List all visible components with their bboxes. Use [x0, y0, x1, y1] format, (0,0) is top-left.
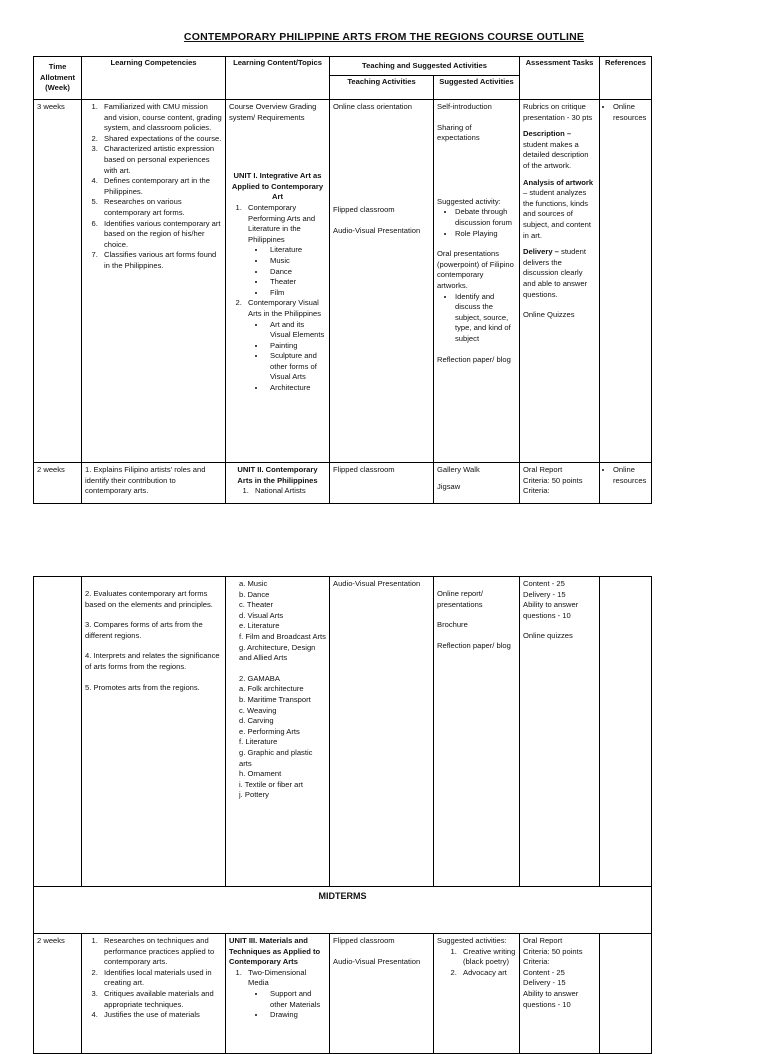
list-item: 1. Familiarized with CMU mission and vision, course content, grading system, and classroom policies.: [100, 102, 222, 134]
competencies-cell: [82, 577, 226, 887]
list-item: b. Maritime Transport: [239, 694, 311, 704]
list-item: b. Dance: [239, 589, 270, 599]
list-item: 2. Shared expectations of the course.: [100, 134, 222, 145]
list-item: 4. Defines contemporary art in the Philippines.: [100, 176, 222, 197]
teaching-activity: Audio-Visual Presentation: [333, 956, 421, 966]
suggested-activity: Reflection paper/ blog: [437, 640, 511, 650]
assessment-cell: [520, 463, 600, 504]
content-cell: [226, 100, 330, 463]
assessment-item: – student analyzes the functions, kinds and sources of subject, and content in art.: [523, 188, 591, 240]
assessment-label: Description –: [523, 129, 572, 139]
list-item: a. Folk architecture: [239, 684, 304, 694]
suggested-activity: Jigsaw: [437, 481, 461, 491]
assessment-item: Ability to answer questions - 10: [523, 600, 579, 620]
suggested-activity: Sharing of expectations: [437, 122, 480, 143]
list-item: j. Pottery: [239, 790, 269, 800]
list-item: e. Performing Arts: [239, 726, 300, 736]
content-intro: Course Overview Grading system/ Requirements: [229, 102, 317, 122]
teaching-cell: [330, 934, 434, 1054]
gamaba-heading: 2. GAMABA: [239, 673, 280, 683]
unit-title: UNIT II. Contemporary Arts in the Philippines: [237, 465, 318, 485]
list-item: g. Graphic and plastic arts: [239, 747, 313, 768]
assessment-label: Delivery –: [523, 247, 559, 257]
topic: 1. Two-Dimensional Media • Support and other Materials • Drawing: [244, 968, 326, 1021]
list-item: • Music: [266, 256, 326, 267]
list-item: i. Textile or fiber art: [239, 779, 304, 789]
assessment-item: Criteria: 50 points: [523, 946, 583, 956]
competencies-cell: [82, 934, 226, 1054]
page-title: CONTEMPORARY PHILIPPINE ARTS FROM THE REGIONS COURSE OUTLINE: [183, 31, 585, 43]
teaching-cell: Flipped classroom: [330, 463, 434, 504]
list-item: • Debate through discussion forum: [455, 207, 516, 228]
course-outline-table-continued: [33, 576, 652, 1054]
assessment-item: Delivery - 15: [523, 589, 566, 599]
list-item: • Online resources: [613, 465, 648, 486]
time-cell: 2 weeks: [34, 463, 82, 504]
table-row: [34, 463, 652, 504]
list-item: • Role Playing: [455, 229, 516, 240]
list-item: • Art and its Visual Elements: [266, 320, 326, 341]
assessment-cell: [520, 100, 600, 463]
unit-title: UNIT I. Integrative Art as Applied to Contemporary Art: [231, 171, 324, 202]
list-item: a. Music: [239, 579, 268, 588]
list-item: h. Ornament: [239, 769, 282, 779]
header-time: Time Allotment (Week): [34, 57, 82, 100]
references-cell: [600, 463, 652, 504]
list-item: • Sculpture and other forms of Visual Arts: [266, 351, 326, 383]
competencies-cell: 1. Explains Filipino artists' roles and identify their contribution to contemporary arts.: [82, 463, 226, 504]
suggested-activity: Oral presentations (powerpoint) of Filipino contemporary artworks.: [437, 249, 514, 290]
assessment-item: Online quizzes: [523, 631, 573, 641]
teaching-cell: [330, 100, 434, 463]
assessment-label: Analysis of artwork: [523, 177, 594, 187]
assessment-item: Criteria:: [523, 486, 550, 496]
competencies-cell: [82, 100, 226, 463]
time-cell: 2 weeks: [34, 934, 82, 1054]
assessment-item: student delivers the discussion clearly and able to answer questions.: [523, 247, 588, 299]
suggested-activity: Brochure: [437, 620, 468, 630]
references-cell: [600, 934, 652, 1054]
list-item: • Drawing: [266, 1010, 326, 1021]
suggested-cell: [434, 577, 520, 887]
suggested-activity: Reflection paper/ blog: [437, 354, 511, 364]
content-cell: [226, 934, 330, 1054]
list-item: • Identify and discuss the subject, source, type, and kind of subject: [455, 292, 516, 345]
header-assessment: Assessment Tasks: [520, 57, 600, 100]
header-tsa: Teaching and Suggested Activities: [330, 57, 520, 76]
suggested-label: Suggested activities:: [437, 936, 507, 945]
header-content: Learning Content/Topics: [226, 57, 330, 100]
list-item: 2. Advocacy art: [459, 968, 516, 979]
list-item: f. Literature: [239, 737, 278, 747]
table-row: [34, 934, 652, 1054]
list-item: 2. Evaluates contemporary art forms based on the elements and principles.: [85, 589, 213, 609]
teaching-activity: Audio-Visual Presentation: [333, 226, 421, 236]
list-item: c. Weaving: [239, 705, 277, 715]
references-cell: [600, 577, 652, 887]
list-item: 1. Creative writing (black poetry): [459, 947, 516, 968]
suggested-activity: Gallery Walk: [437, 465, 480, 474]
references-cell: [600, 100, 652, 463]
list-item: 1. Researches on techniques and performance practices applied to contemporary arts.: [100, 936, 222, 968]
assessment-item: Content - 25: [523, 579, 565, 588]
table-row: [34, 100, 652, 463]
teaching-activity: Flipped classroom: [333, 936, 395, 945]
list-item: • Architecture: [266, 383, 326, 394]
list-item: 3. Characterized artistic expression based on personal experiences with art.: [100, 144, 222, 176]
assessment-item: Content - 25: [523, 967, 565, 977]
suggested-cell: [434, 100, 520, 463]
suggested-cell: [434, 463, 520, 504]
list-item: c. Theater: [239, 600, 274, 610]
assessment-item: student makes a detailed description of the artwork.: [523, 139, 589, 170]
content-cell: [226, 577, 330, 887]
list-item: • Film: [266, 288, 326, 299]
topic: 2. Contemporary Visual Arts in the Philippines • Art and its Visual Elements • Painting • Sculpture and other forms of Visual Arts • Architecture: [244, 298, 326, 393]
header-teaching: Teaching Activities: [330, 76, 434, 100]
course-outline-table: [33, 56, 652, 504]
list-item: • Theater: [266, 277, 326, 288]
list-item: d. Carving: [239, 716, 274, 726]
suggested-activity: Online report/ presentations: [437, 589, 484, 609]
list-item: 1. National Artists: [251, 486, 326, 497]
header-references: References: [600, 57, 652, 100]
topic: 1. Contemporary Performing Arts and Literature in the Philippines • Literature • Music • Dance • Theater • Film: [244, 203, 326, 298]
time-cell: 3 weeks: [34, 100, 82, 463]
assessment-cell: [520, 577, 600, 887]
time-cell: [34, 577, 82, 887]
list-item: e. Literature: [239, 621, 280, 631]
assessment-item: Delivery - 15: [523, 978, 566, 988]
header-suggested: Suggested Activities: [434, 76, 520, 100]
list-item: 7. Classifies various art forms found in the Philippines.: [100, 250, 222, 271]
header-competencies: Learning Competencies: [82, 57, 226, 100]
list-item: • Dance: [266, 267, 326, 278]
list-item: 4. Justifies the use of materials: [100, 1010, 222, 1021]
teaching-activity: Online class orientation: [333, 102, 412, 111]
suggested-label: Suggested activity:: [437, 196, 501, 206]
assessment-item: Ability to answer questions - 10: [523, 988, 579, 1009]
list-item: 4. Interprets and relates the significance of arts forms from the regions.: [85, 651, 220, 671]
assessment-item: Criteria:: [523, 957, 550, 967]
teaching-activity: Flipped classroom: [333, 204, 395, 214]
assessment-item: Oral Report: [523, 465, 563, 474]
assessment-item: Criteria: 50 points: [523, 475, 583, 485]
unit-title: UNIT III. Materials and Techniques as Applied to Contemporary Arts: [229, 936, 321, 967]
midterms-banner: MIDTERMS: [34, 887, 652, 934]
table-row: [34, 887, 652, 934]
list-item: • Support and other Materials: [266, 989, 326, 1010]
content-cell: [226, 463, 330, 504]
list-item: 2. Identifies local materials used in creating art.: [100, 968, 222, 989]
assessment-cell: [520, 934, 600, 1054]
list-item: • Literature: [266, 245, 326, 256]
assessment-item: Online Quizzes: [523, 310, 575, 320]
list-item: 3. Compares forms of arts from the different regions.: [85, 620, 203, 640]
list-item: • Online resources: [613, 102, 648, 123]
list-item: • Painting: [266, 341, 326, 352]
list-item: 3. Critiques available materials and appropriate techniques.: [100, 989, 222, 1010]
teaching-cell: Audio-Visual Presentation: [330, 577, 434, 887]
list-item: 5. Promotes arts from the regions.: [85, 682, 200, 692]
list-item: 5. Researches on various contemporary art forms.: [100, 197, 222, 218]
list-item: 6. Identifies various contemporary art based on the region of his/her choice.: [100, 219, 222, 251]
list-item: d. Visual Arts: [239, 610, 284, 620]
table-row: [34, 577, 652, 887]
suggested-cell: [434, 934, 520, 1054]
list-item: g. Architecture, Design and Allied Arts: [239, 642, 316, 663]
assessment-item: Rubrics on critique presentation - 30 pts: [523, 102, 593, 122]
list-item: f. Film and Broadcast Arts: [239, 631, 326, 641]
assessment-item: Oral Report: [523, 936, 563, 945]
suggested-activity: Self-introduction: [437, 102, 492, 111]
